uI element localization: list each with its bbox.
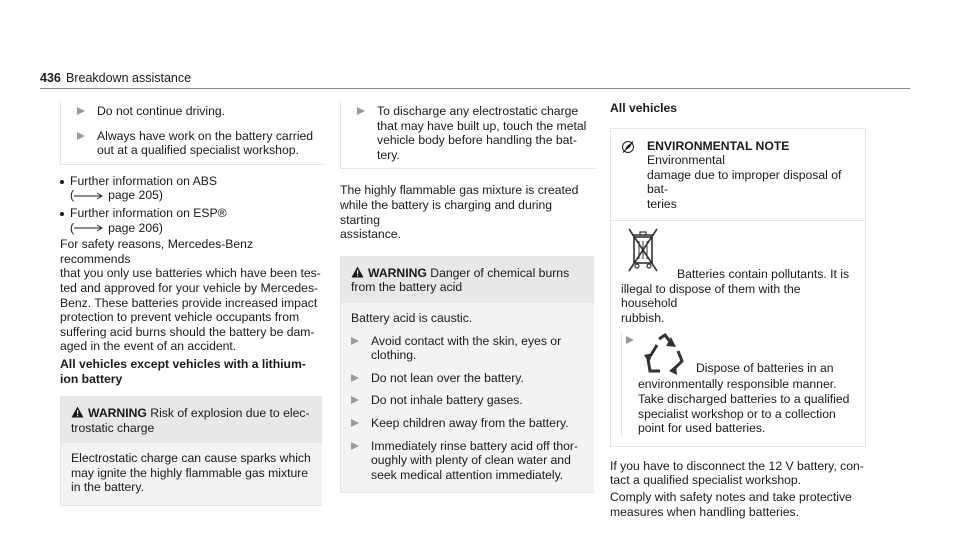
step-line: vehicle body before handling the bat-: [377, 133, 577, 148]
step-arrow-icon: [351, 374, 359, 382]
env-head-text: damage due to improper disposal of bat-: [647, 167, 842, 197]
bullet-item: [60, 206, 322, 235]
step-item: [351, 393, 584, 408]
paragraph-line: ted and approved for your vehicle by Mercedes-: [60, 280, 319, 295]
page-reference[interactable]: ( page 205): [70, 188, 163, 203]
warning-body-line: Electrostatic charge can cause sparks which: [71, 451, 311, 466]
step-line: that may have built up, touch the metal: [377, 118, 587, 133]
step-box: [340, 101, 595, 169]
paragraph-line: while the battery is charging and during starting: [340, 197, 553, 227]
comply-paragraph: [610, 490, 866, 519]
bullet-text: Further information on ESP®: [70, 205, 227, 220]
step-line: out at a qualified specialist workshop.: [97, 143, 299, 158]
step-item: [351, 371, 584, 386]
step-arrow-icon: [351, 442, 359, 450]
heading-line: All vehicles except vehicles with a lithium-: [60, 356, 306, 371]
page-ref-text: page 206): [108, 220, 163, 235]
step-line: Do not lean over the battery.: [371, 370, 524, 385]
paragraph-line: protection to prevent vehicle occupants from: [60, 310, 300, 325]
bullet-dot: [60, 212, 64, 216]
warning-header: [341, 256, 594, 303]
env-label: ENVIRONMENTAL NOTE: [647, 138, 790, 153]
warning-label: WARNING: [368, 265, 427, 280]
step-arrow-icon: [77, 107, 85, 115]
paragraph-line: Comply with safety notes and take protective: [610, 489, 852, 504]
warning-triangle-icon: [351, 266, 364, 278]
crossed-bin-icon: [625, 227, 661, 281]
warning-head-text: trostatic charge: [71, 420, 155, 435]
step-item: [77, 104, 323, 119]
column-2: [340, 101, 594, 493]
disconnect-paragraph: [610, 459, 866, 488]
step-line: oughly with plenty of clean water and: [371, 453, 571, 468]
step-item: [351, 334, 584, 363]
step-arrow-icon: [77, 132, 85, 140]
step-arrow-icon: [626, 336, 634, 344]
warning-body-line: may ignite the highly flammable gas mixture: [71, 465, 309, 480]
environmental-icon: [621, 140, 635, 158]
step-item: [357, 104, 595, 162]
paragraph-line: suffering acid burns should the battery be dam-: [60, 324, 315, 339]
warning-title-line: [71, 406, 312, 421]
env-title-line: [647, 139, 855, 168]
env-head-text: teries: [647, 196, 677, 211]
recycle-icon: [642, 333, 688, 381]
step-line: Avoid contact with the skin, eyes or: [371, 333, 562, 348]
step-line: tery.: [377, 147, 400, 162]
environmental-note-box: [610, 128, 866, 447]
step-box: [60, 101, 323, 165]
warning-title-line: [351, 266, 584, 281]
step-arrow-icon: [351, 419, 359, 427]
recycle-line: point for used batteries.: [638, 421, 766, 436]
paragraph-line: If you have to disconnect the 12 V battery, con-: [610, 458, 864, 473]
section-heading: All vehicles: [610, 101, 678, 115]
step-item: [351, 439, 584, 483]
bullet-dot: [60, 180, 64, 184]
step-line: To discharge any electrostatic charge: [377, 104, 579, 118]
bin-row: [621, 227, 855, 282]
step-arrow-icon: [357, 107, 365, 115]
warning-head-text: Risk of explosion due to elec-: [150, 406, 310, 421]
step-line: Do not continue driving.: [97, 104, 226, 118]
step-item: [351, 416, 584, 431]
warning-body-line: Battery acid is caustic.: [351, 310, 473, 325]
step-item: [77, 129, 323, 158]
step-item: [621, 333, 855, 435]
paragraph-line: Benz. These batteries provide increased impact: [60, 295, 318, 310]
warning-header: [61, 396, 322, 443]
paragraph-line: For safety reasons, Mercedes-Benz recommends: [60, 237, 254, 266]
warning-head-text: from the battery acid: [351, 280, 463, 295]
recycle-row: [638, 333, 855, 377]
header-rule: [40, 88, 910, 89]
recycle-line: Take discharged batteries to a qualified: [638, 391, 850, 406]
step-arrow-icon: [351, 396, 359, 404]
warning-triangle-icon: [71, 406, 84, 418]
safety-paragraph: [60, 237, 322, 354]
warning-head-text: Danger of chemical burns: [430, 265, 570, 280]
bullet-text: Further information on ABS: [70, 173, 217, 188]
step-line: seek medical attention immediately.: [371, 467, 564, 482]
page-number: 436: [40, 71, 61, 85]
step-arrow-icon: [351, 337, 359, 345]
paragraph-line: aged in the event of an accident.: [60, 339, 237, 354]
heading-line: ion battery: [60, 371, 123, 386]
paragraph-line: The highly flammable gas mixture is created: [340, 183, 579, 198]
column-1: [60, 101, 322, 506]
env-body-line: illegal to dispose of them with the household: [621, 281, 801, 311]
arrow-right-icon: [74, 224, 104, 232]
step-line: Immediately rinse battery acid off thor-: [371, 438, 579, 453]
environmental-note-header: [611, 129, 865, 221]
paragraph-line: assistance.: [340, 227, 401, 242]
section-heading: [60, 357, 322, 386]
bullet-item: [60, 174, 322, 203]
env-head-text: Environmental: [647, 153, 725, 168]
recycle-line: specialist workshop or to a collection: [638, 406, 836, 421]
warning-body-line: in the battery.: [71, 480, 144, 495]
warning-box: [60, 396, 322, 506]
warning-body: [61, 443, 322, 505]
warning-box: [340, 256, 594, 494]
recycle-text: Dispose of batteries in an: [696, 361, 834, 376]
env-body-line: rubbish.: [621, 310, 665, 325]
paragraph-line: that you only use batteries which have been tes-: [60, 266, 321, 281]
page-ref-text: page 205): [108, 188, 163, 203]
bin-text: Batteries contain pollutants. It is: [677, 266, 850, 281]
step-line: clothing.: [371, 348, 417, 363]
step-line: Do not inhale battery gases.: [371, 393, 523, 408]
page-reference[interactable]: ( page 206): [70, 220, 163, 235]
step-line: Keep children away from the battery.: [371, 415, 569, 430]
gas-paragraph: [340, 183, 594, 241]
warning-body: [341, 303, 594, 492]
column-3: [610, 101, 866, 519]
warning-label: WARNING: [88, 406, 147, 421]
environmental-note-body: [611, 221, 865, 446]
section-title: Breakdown assistance: [66, 71, 192, 85]
step-line: Always have work on the battery carried: [97, 128, 314, 143]
recycle-line: environmentally responsible manner.: [638, 377, 837, 392]
arrow-right-icon: [74, 192, 104, 200]
paragraph-line: measures when handling batteries.: [610, 504, 800, 519]
paragraph-line: tact a qualified specialist workshop.: [610, 473, 802, 488]
